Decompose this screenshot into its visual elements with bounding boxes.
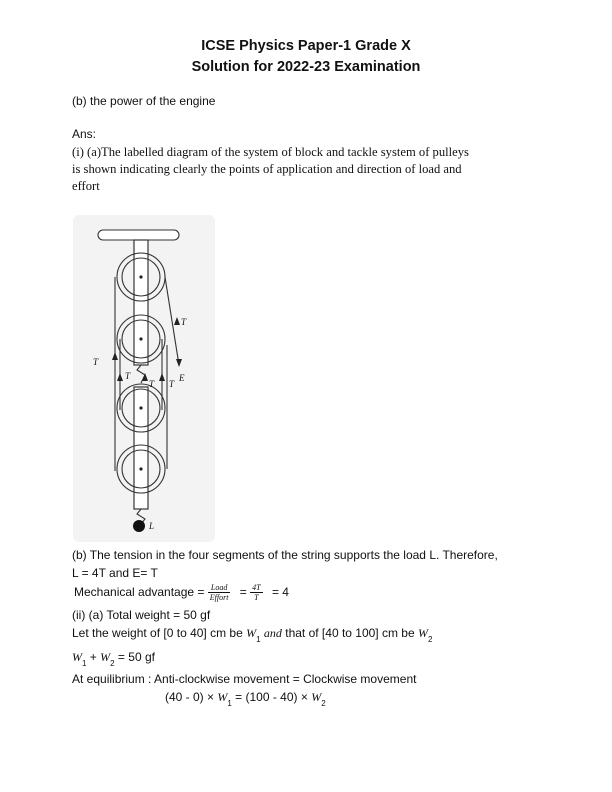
and-word: and (263, 626, 282, 640)
label-t-middle: T (149, 379, 155, 389)
let-mid: that of [40 to 100] cm be (281, 626, 418, 640)
sum-plus: + (86, 650, 101, 664)
label-t-inner-right: T (169, 379, 175, 389)
answer-i-line1: (i) (a)The labelled diagram of the system of block and tackle system of pulleys (72, 145, 469, 159)
page-title: ICSE Physics Paper-1 Grade X (201, 38, 411, 54)
w2-subscript: 2 (428, 635, 433, 644)
ma-frac1-den: Effort (209, 593, 229, 603)
part-ii-sum-equation (72, 650, 155, 668)
moment-left: (40 - 0) × (165, 690, 218, 704)
part-ii-equilibrium: At equilibrium : Anti-clockwise movement = Clockwise movement (72, 672, 417, 686)
tension-arrow-inner-right (159, 373, 165, 381)
w1-symbol: W (246, 626, 257, 640)
w1-subscript: 1 (256, 635, 261, 644)
tension-arrow-outer-left (112, 352, 118, 360)
ma-fraction-load-effort (208, 583, 231, 602)
answer-i-line2: is shown indicating clearly the points of application and direction of load and (72, 162, 462, 176)
part-b-line1: (b) The tension in the four segments of the string supports the load L. Therefore, (72, 548, 498, 562)
answer-label: Ans: (72, 127, 97, 141)
pulley-diagram-svg (73, 215, 215, 542)
moment-w1-sub: 1 (227, 699, 232, 708)
label-effort: E (179, 373, 185, 383)
page-subtitle: Solution for 2022-23 Examination (191, 59, 421, 75)
w2-symbol: W (418, 626, 428, 640)
ma-frac2-num: 4T (252, 583, 261, 593)
support-beam (98, 230, 179, 240)
moment-w2-sub: 2 (321, 699, 326, 708)
part-ii-moment-equation (165, 690, 326, 708)
moment-w1: W (217, 690, 228, 704)
mechanical-advantage-equation (74, 582, 289, 602)
label-load: L (149, 521, 155, 531)
part-b-line2: L = 4T and E= T (72, 566, 158, 580)
ma-result: = 4 (271, 585, 289, 599)
ma-label: Mechanical advantage = (74, 585, 208, 599)
label-t-left: T (93, 357, 99, 367)
lower-block-frame (134, 387, 148, 509)
tension-arrow-effort-string (174, 317, 180, 325)
sum-w2: W (100, 650, 111, 664)
tension-arrow-inner-left (117, 373, 123, 381)
sum-w1: W (72, 650, 82, 664)
effort-arrow (176, 359, 182, 367)
label-t-inner-left: T (125, 371, 131, 381)
part-ii-total-weight: (ii) (a) Total weight = 50 gf (72, 608, 211, 622)
ma-equals: = (239, 585, 247, 599)
ma-fraction-4t-t (250, 583, 262, 602)
answer-i-line3: effort (72, 179, 100, 193)
ma-frac2-den: T (254, 593, 259, 603)
pulley-diagram (73, 215, 215, 542)
question-b: (b) the power of the engine (72, 94, 216, 108)
label-t-effort-string: T (181, 317, 187, 327)
sum-eq: = 50 gf (114, 650, 155, 664)
load-weight (133, 520, 145, 532)
part-ii-let-weights (72, 626, 433, 644)
sum-w1-sub: 1 (82, 659, 87, 668)
moment-w2: W (311, 690, 322, 704)
let-prefix: Let the weight of [0 to 40] cm be (72, 626, 247, 640)
ma-frac1-num: Load (208, 583, 231, 593)
moment-mid: = (100 - 40) × (231, 690, 312, 704)
sum-w2-sub: 2 (110, 659, 115, 668)
